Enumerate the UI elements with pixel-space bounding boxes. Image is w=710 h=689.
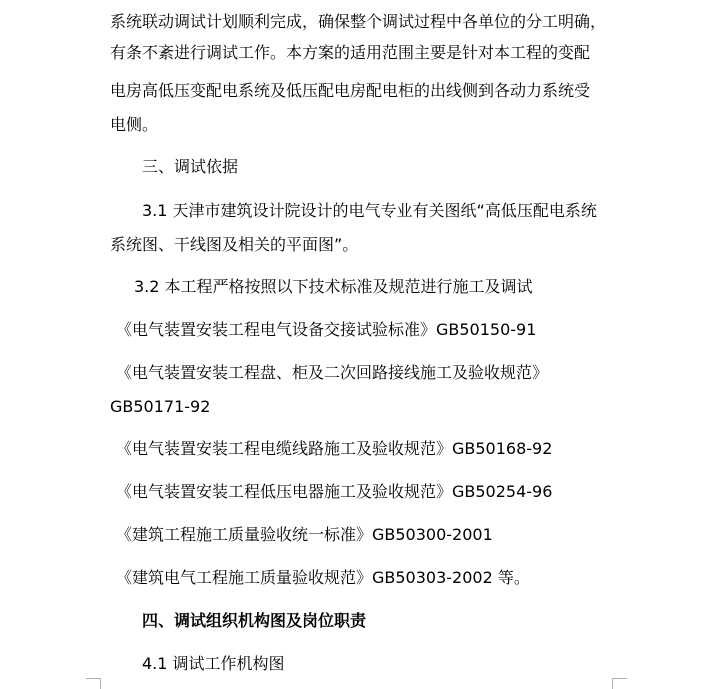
paragraph-line: 3.1 天津市建筑设计院设计的电气专业有关图纸“高低压配电系统 [142, 201, 597, 220]
standard-item: 《电气装置安装工程低压电器施工及验收规范》GB50254-96 [116, 482, 553, 501]
paragraph-line: 3.2 本工程严格按照以下技术标准及规范进行施工及调试 [134, 277, 533, 296]
section-heading: 三、调试依据 [142, 157, 239, 176]
standard-item: 《电气装置安装工程电气设备交接试验标准》GB50150-91 [116, 320, 537, 339]
paragraph-line: 系统图、干线图及相关的平面图”。 [110, 235, 359, 254]
standard-item: GB50171-92 [110, 397, 211, 416]
standard-item: 《电气装置安装工程盘、柜及二次回路接线施工及验收规范》 [116, 363, 549, 382]
standard-item: 《建筑工程施工质量验收统一标准》GB50300-2001 [116, 525, 493, 544]
paragraph-line: 电房高低压变配电系统及低压配电房配电柜的出线侧到各动力系统受 [110, 81, 591, 100]
subsection-heading: 4.1 调试工作机构图 [142, 654, 285, 673]
crop-mark [86, 678, 101, 689]
paragraph-line: 有条不紊进行调试工作。本方案的适用范围主要是针对本工程的变配 [110, 43, 591, 62]
paragraph-line: 电侧。 [110, 115, 159, 134]
paragraph-line: 系统联动调试计划顺利完成，确保整个调试过程中各单位的分工明确， [110, 12, 607, 31]
crop-mark [612, 678, 627, 689]
standard-item: 《建筑电气工程施工质量验收规范》GB50303-2002 等。 [116, 568, 530, 587]
standard-item: 《电气装置安装工程电缆线路施工及验收规范》GB50168-92 [116, 439, 553, 458]
section-heading: 四、调试组织机构图及岗位职责 [142, 611, 367, 630]
